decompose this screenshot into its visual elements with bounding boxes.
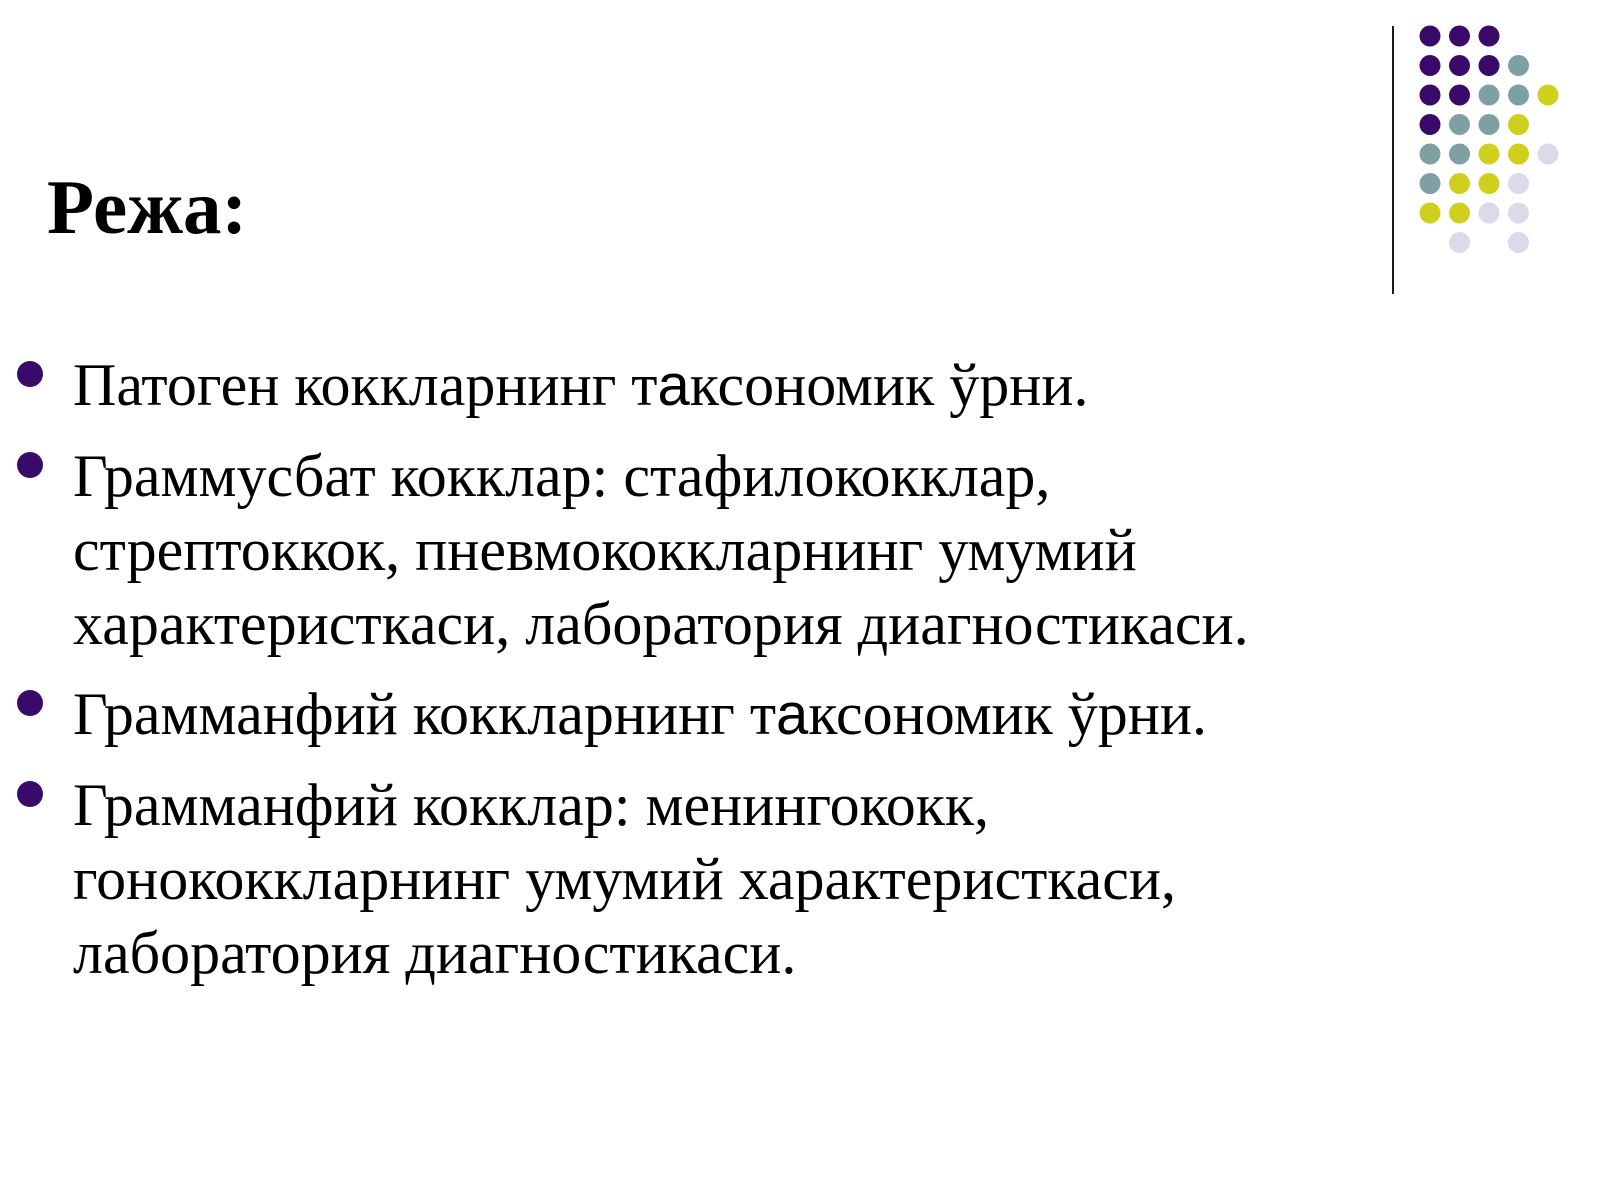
decorative-dot [1420, 55, 1441, 76]
bullet-line: стрептоккок, пневмококкларнинг умумий [73, 517, 1137, 583]
decorative-dot [1449, 55, 1470, 76]
decorative-dot [1508, 173, 1529, 194]
decorative-divider [1392, 26, 1394, 294]
decorative-dot [1479, 85, 1500, 106]
bullet-icon [17, 690, 43, 716]
decorative-dot [1449, 173, 1470, 194]
decorative-dot [1538, 144, 1559, 165]
decorative-dot [1479, 173, 1500, 194]
bullet-icon [17, 452, 43, 478]
bullet-list [0, 348, 1360, 1006]
decorative-dot [1449, 114, 1470, 135]
decorative-dot [1449, 203, 1470, 224]
decorative-dot [1449, 144, 1470, 165]
decorative-dot [1508, 114, 1529, 135]
bullet-item [0, 348, 1360, 423]
decorative-dot-grid [1418, 24, 1578, 264]
bullet-text: ксономик ўрни. [689, 352, 1089, 418]
decorative-dot [1420, 144, 1441, 165]
bullet-line [73, 677, 1360, 752]
decorative-dot [1449, 26, 1470, 47]
decorative-dot [1420, 85, 1441, 106]
bullet-line: лаборатория диагностикаси. [73, 920, 797, 986]
bullet-line: Граммусбат кокклар: стафилококклар, [73, 443, 1051, 509]
bullet-text: ксономик ўрни. [808, 681, 1208, 747]
decorative-dot [1420, 173, 1441, 194]
bullet-item [0, 677, 1360, 752]
decorative-dot [1508, 55, 1529, 76]
decorative-dot [1479, 144, 1500, 165]
bullet-line: Грамманфий кокклар: менингококк, [73, 772, 989, 838]
decorative-dot [1479, 55, 1500, 76]
decorative-dot [1508, 203, 1529, 224]
bullet-item [0, 439, 1360, 661]
decorative-dot [1508, 144, 1529, 165]
decorative-dot [1508, 232, 1529, 253]
decorative-dot [1449, 232, 1470, 253]
bullet-line: характеристкаси, лаборатория диагностикаси. [73, 591, 1249, 657]
bullet-line: гонококкларнинг умумий характеристкаси, [73, 846, 1176, 912]
bullet-text: Грамманфий коккларнинг т [73, 681, 777, 747]
bullet-line [73, 348, 1360, 423]
slide-title: Режа: [47, 164, 248, 250]
decorative-dot [1479, 26, 1500, 47]
decorative-dot [1479, 114, 1500, 135]
bullet-text: а [776, 682, 809, 747]
decorative-dot [1449, 85, 1470, 106]
bullet-item [0, 768, 1360, 990]
decorative-dot [1420, 203, 1441, 224]
decorative-dot [1420, 114, 1441, 135]
bullet-text: а [657, 353, 690, 418]
bullet-text: Патоген коккларнинг т [73, 352, 658, 418]
decorative-dot [1479, 203, 1500, 224]
bullet-icon [17, 361, 43, 387]
bullet-icon [17, 781, 43, 807]
decorative-dot [1420, 26, 1441, 47]
decorative-dot [1508, 85, 1529, 106]
decorative-dot [1538, 85, 1559, 106]
